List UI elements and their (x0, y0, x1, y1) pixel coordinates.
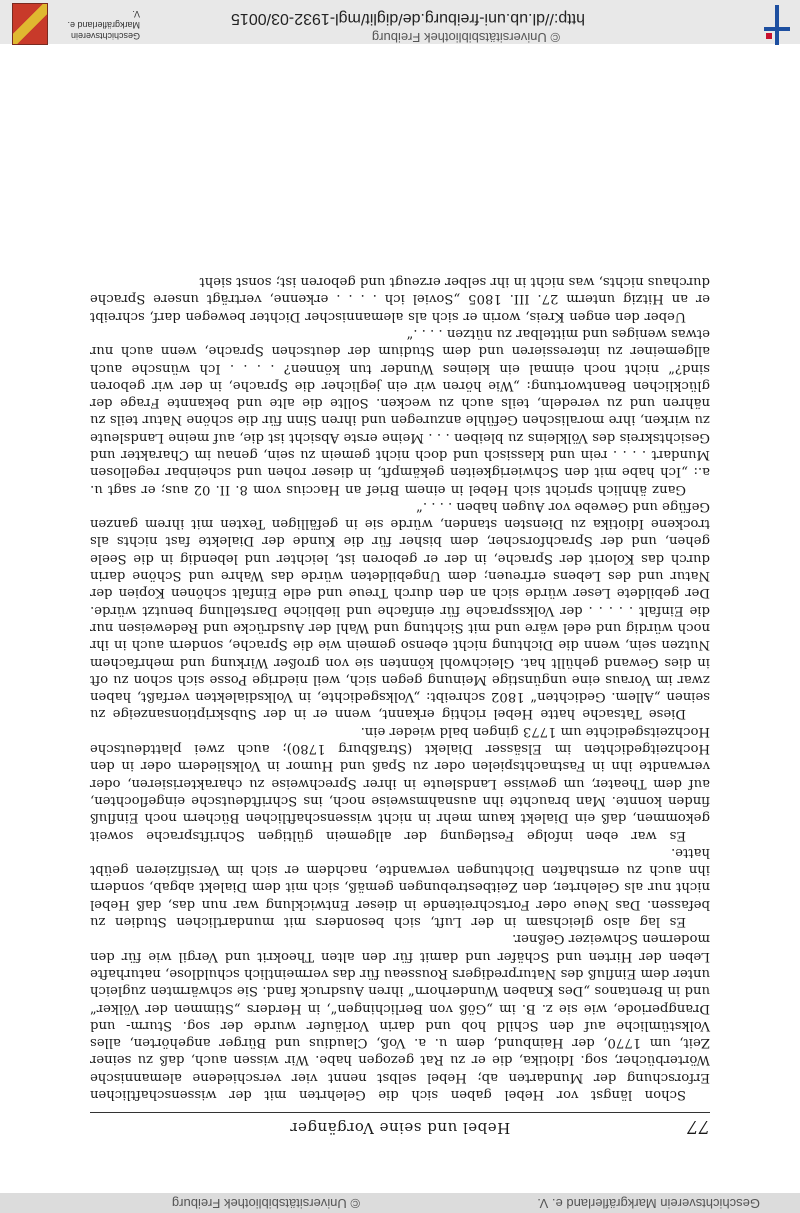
running-title: Hebel und seine Vorgänger (289, 1119, 511, 1137)
society-seal-icon (12, 3, 48, 45)
watermark-band-top (0, 1193, 800, 1213)
society-watermark: Geschichtsverein Markgräflerland e. V. (537, 1196, 760, 1211)
paragraph: Schon längst vor Hebel gaben sich die Gelehrten mit der wissenschaftlichen Erforschung der Mundarten ab; Hebel selbst nennt vier verschiedene alemannische Wörterbücher, sog. Idiotika, die er zu Rat gezogen habe. Wir wissen auch, daß zu seiner Zeit, um 1770, der Hainbund, dem u. a. Voß, Claudius und Bürger angehörten, alles Volkstümliche auf den Schild hob und darin Vorläufer wurde der sog. Sturm- und Drangperiode, wie sie z. B. im „Göß von Berlichingen“, in Herders „Stimmen der Völker“ und in Brentanos „Des Knaben Wunderhorn“ ihren Ausdruck fand. Sie schwärmten zugleich unter dem Einfluß des Naturpredigers Rousseau für das vermeintlich schuldlose, naturhafte Leben der Hirten und Schäfer und damit für den alten Theokrit und Vergil wie für den modernen Schweizer Geßner. (90, 931, 710, 1102)
paragraph: Diese Tatsache hatte Hebel richtig erkannt, wenn er in der Subskriptionsanzeige zu seinen „Allem. Gedichten“ 1802 schreibt: „Volksgedichte, in Volksdialekten verfaßt, haben zwar im Voraus eine ungünstige Meinung gegen sich, weil niedrige Posse sich schon zu oft in dies Gewand gehüllt hat. Gleichwohl könnten sie von großer Wirkung und mehrfachem Nutzen sein, wenn die Dichtung nicht ebenso gemein wie die Sprache, sondern auch in ihr noch würdig und edel wäre und mit Sichtung und Wahl der Ausdrücke und Redeweisen nur die Einfalt . . . . . der Volkssprache für einfache und liebliche Darstellung benutzt würde. Der gebildete Leser würde sich an den durch Treue und edle Einfalt schönen Kopien der Natur und des Lebens erfreuen; dem Ungebildeten würde das Wahre und Schöne darin durch das Kolorit der Sprache, in der er geboren ist, leichter und lebendig in die Seele gehen, und der Sprachforscher, dem bisher für die Kunde der Dialekte fast nichts als trockene Idiotika zu Diensten standen, würde sie in gefälligen Texten mit ihrem ganzen Gefüge und Gewebe vor Augen haben . . . .“ (90, 498, 710, 722)
society-label: Geschichtsverein Markgräflerland e. V. (67, 9, 140, 41)
running-head (90, 1112, 710, 1143)
paragraph: Es war eben infolge Festlegung der allgemein gültigen Schriftsprache soweit gekommen, daß ein Dialekt kaum mehr in nicht wissenschaftlichen Büchern noch Einfluß finden konnte. Man brauchte ihn ausnahmsweise noch, ins Schriftdeutsche eingeflochten, auf dem Theater, um gewisse Landsleute in ihrer Sprechweise zu charakterisieren, oder verwandte ihn in Fastnachtspielen oder zu Spaß und Humor in Volksliedern oder in den Hochzeitgedichten im Elsässer Dialekt (Straßburg 1780); auch zwei plattdeutsche Hochzeitsgedichte um 1773 gingen bald wieder ein. (90, 723, 710, 843)
copyright-line: © Universitätsbibliothek Freiburg (371, 30, 560, 45)
source-url-link[interactable]: http://dl.ub.uni-freiburg.de/diglit/mgl-1932-03/0015 (231, 10, 585, 27)
library-logo-icon (764, 5, 790, 45)
page-number: 77 (687, 1116, 710, 1137)
copyright-watermark: © Universitätsbibliothek Freiburg (171, 1196, 360, 1211)
paragraph: Ganz ähnlich spricht sich Hebel in einem Brief an Haccius vom 8. II. 02 aus; er sagt u. a.: „Ich habe mit den Schwierigkeiten gekämpft, in dieser rohen und scheinbar regellosen Mundart . . . . rein und klassisch und doch nicht gemein zu sein, genau im Charakter und Gesichtskreis des Völkleins zu bleiben . . . Meine erste Absicht ist die, auf meine Landsleute zu wirken, ihre moralischen Gefühle anzuregen und ihren Sinn für die schöne Natur teils zu nähren und zu veredeln, teils auch zu wecken. Sollte die alte und bekannte Frage der glücklichen Beantwortung: „Wie hören wir ein jeglicher die Sprache, in der wir geboren sind?“ nicht noch einmal ein kleines Wunder tun können? . . . . Ich wünsche auch allgemeiner zu interessieren und dem Studium der deutschen Sprache, wenn auch nur etwas weniges und mittelbar zu nützen . . . .“ (90, 325, 710, 497)
body-text (90, 273, 710, 1103)
paragraph: Es lag also gleichsam in der Luft, sich besonders mit mundartlichen Studien zu befassen. Das Neue oder Fortschreitende in dieser Entwicklung war nun das, daß Hebel nicht nur als Gelehrter, den Zeitbestrebungen gemäß, sich mit dem Dialekt abgab, sondern ihn auch zu ernsthaften Dichtungen verwandte, nachdem er sich im Versifizieren geübt hatte. (90, 844, 710, 930)
paragraph: Ueber den engen Kreis, worin er sich als alemannischer Dichter bewegen darf, schreibt er an Hitzig unterm 27. III. 1805 „Soviel ich . . . . erkenne, verträgt unsere Sprache durchaus nichts, was nicht in ihr selber erzeugt und geboren ist; sonst sieht (90, 274, 710, 324)
